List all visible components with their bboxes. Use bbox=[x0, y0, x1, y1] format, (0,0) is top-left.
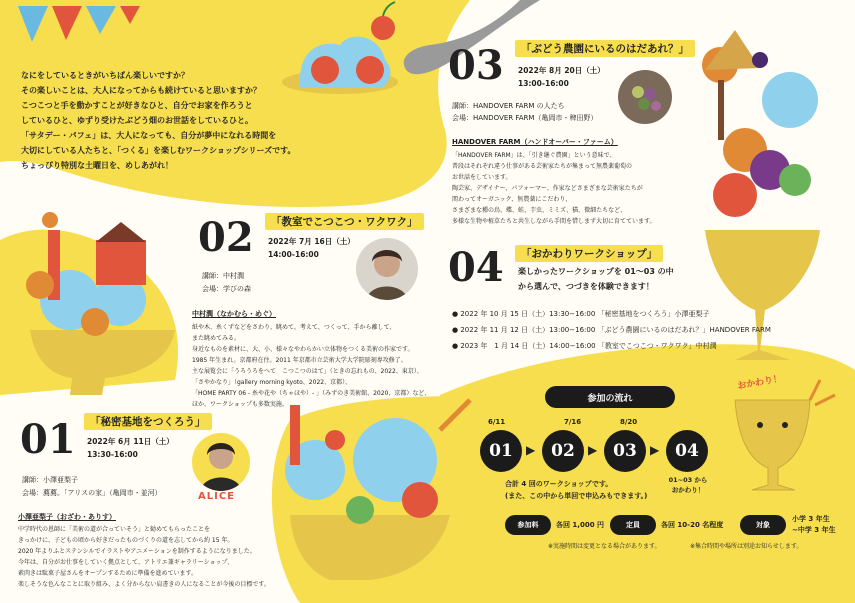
note-line: おかわり！ bbox=[671, 486, 705, 494]
ws03-venue: 会場：HANDOVER FARM（亀岡市・稗田野） bbox=[452, 114, 598, 122]
ws01-instructor-photo bbox=[192, 433, 250, 491]
bio-line: また眺めてみる。 bbox=[192, 335, 241, 342]
session-item: ● 2022 年 11 月 12 日（土）13:00−16:00 「ぶどう農園にいるのはだあれ？」HANDOVER FARM bbox=[452, 326, 771, 334]
bio-line: 陶芸家、デザイナー、パフォーマー、作家などさまざまな芸術家たちが bbox=[452, 185, 643, 192]
bio-line: 普段はそれぞれ違う仕事がある芸術家たちが集まって無農薬葡萄の bbox=[452, 163, 633, 170]
bio-line: 「HANDOVER FARM」は、「引き継ぐ農園」という意味で、 bbox=[452, 152, 616, 159]
ws01-title: 「秘密基地をつくろう」 bbox=[84, 413, 212, 430]
bio-line: 楽しそうな色んなことに取り組み、よく分からない肩書きの人になることが今後の目標です。 bbox=[18, 581, 270, 588]
parfait-illustration-icon bbox=[300, 20, 400, 100]
flow-step-04: 04 bbox=[666, 430, 708, 472]
session-item: ● 2022 年 10 月 15 日（土）13:30−16:00 「秘密基地をつくろう」小澤亜梨子 bbox=[452, 310, 710, 318]
bio-line: 素肉きは駄菓子屋さんをオープンするために準備を進めています。 bbox=[18, 570, 197, 577]
bio-line: 2020 年よりふとステンシルでイラストやアニメーションを制作するようになりました。 bbox=[18, 548, 256, 555]
bio-line: きっかけに、子どもの頃から好きだったものづくりの道を志してから約 15 年。 bbox=[18, 537, 234, 544]
flow-date-2: 7/16 bbox=[564, 418, 582, 426]
ws02-date: 2022年 7月 16日（土） bbox=[268, 237, 355, 246]
ws04-sessions bbox=[452, 306, 771, 354]
arrow-right-icon: ▶ bbox=[526, 443, 536, 457]
ws01-time: 13:30-16:00 bbox=[87, 450, 138, 459]
bio-line: 今年は、自分がお仕事をしていく拠点として、アトリエ兼ギャラリーショップ、 bbox=[18, 559, 234, 566]
bio-line: 身近なものを素材に、大、小、様々なやわらかい立体物をつくる美術の作家です。 bbox=[192, 346, 414, 353]
bio-line: さまざまな種の鳥、蝶、蛙、芋虫、ミミズ、猫、微細たちなど、 bbox=[452, 207, 627, 214]
ws01-venue: 会場：薦薦。「アリスの家」（亀岡市・並河） bbox=[22, 489, 162, 497]
flow-step-02: 02 bbox=[542, 430, 584, 472]
ws03-instructor: 講師：HANDOVER FARM の人たち bbox=[452, 102, 565, 110]
ws02-title: 「教室でこつこつ・ワクワク」 bbox=[265, 213, 424, 230]
target-line: 小学 3 年生 bbox=[792, 515, 830, 523]
ws01-photo-label: ALICE bbox=[198, 491, 236, 502]
ws01-instructor: 講師：小澤亜梨子 bbox=[22, 476, 78, 484]
ws01-bio-heading: 小澤亜梨子（おざわ・ありす） bbox=[18, 513, 116, 521]
ws02-instructor-photo bbox=[356, 238, 418, 300]
summary-line: 合計 4 回のワークショップです。 bbox=[505, 480, 613, 488]
ws04-title: 「おかわりワークショップ」 bbox=[515, 245, 663, 262]
ws01-bio bbox=[18, 524, 270, 590]
bio-line: 紙や木、糸くずなどをさわり、眺めて、考えて、つくって、手から離して、 bbox=[192, 324, 396, 331]
flow-date-1: 6/11 bbox=[488, 418, 506, 426]
flow-summary bbox=[505, 478, 647, 502]
bio-line: 関わってオーガニック、無農薬にこだわり、 bbox=[452, 196, 572, 203]
flow-date-3: 8/20 bbox=[620, 418, 638, 426]
castle-parfait-illustration-icon bbox=[10, 200, 185, 400]
ws02-bio-heading: 中村潤（なかむら・めぐ） bbox=[192, 310, 276, 318]
target-label: 対象 bbox=[740, 515, 786, 535]
okawari-badge: おかわり！ bbox=[736, 374, 783, 392]
note-meeting: ※集合時間や場所は別途お知らせします。 bbox=[690, 543, 803, 550]
lead-line: 楽しかったワークショップを 01～03 の中 bbox=[518, 267, 674, 276]
bio-line: 1985 年生まれ。京都府在住。2011 年京都市立芸術大学大学院彫刻専攻修了。 bbox=[192, 357, 407, 364]
arrow-right-icon: ▶ bbox=[650, 443, 660, 457]
ws04-lead bbox=[518, 264, 674, 294]
ws02-venue: 会場：学びの森 bbox=[202, 285, 251, 293]
target-value bbox=[792, 514, 836, 536]
intro-line: 「サタデー・パフェ」は、大人になっても、自分が夢中になれる時間を bbox=[21, 131, 277, 140]
bio-line: 中学時代の恩師に「美術の道が合っていそう」と勧めてもらったことを bbox=[18, 526, 211, 533]
flow-step-03: 03 bbox=[604, 430, 646, 472]
ws01-date: 2022年 6月 11日（土） bbox=[87, 437, 174, 446]
bio-line: お世話をしています。 bbox=[452, 174, 512, 181]
bio-line: 「さやかなり」（gallery morning kyoto、2022、京都）、 bbox=[192, 379, 352, 386]
bio-line: ほか、ワークショップも多数実施。 bbox=[192, 401, 288, 408]
capacity-value: 各回 10-20 名程度 bbox=[661, 521, 724, 529]
bio-line: 多様な生物や植草たちと共生しながら手間を惜しまず大切に育てています。 bbox=[452, 218, 656, 225]
intro-line: その楽しいことは、大人になってからも続けていると思いますか？ bbox=[21, 86, 261, 95]
bio-line: 「HOME PARTY 06 - 糸や花や（ちゃほや）- 」（みずのき美術館、2020、京都）など、 bbox=[192, 390, 431, 397]
ws02-number: 02 bbox=[198, 214, 254, 261]
intro-text bbox=[21, 68, 295, 173]
intro-line: ちょっぴり特別な土曜日を、めしあがれ！ bbox=[21, 161, 173, 170]
ws01-number: 01 bbox=[20, 416, 76, 463]
intro-line: なにをしているときがいちばん楽しいですか？ bbox=[21, 71, 189, 80]
lead-line: から選んで、つづきを体験できます！ bbox=[518, 282, 654, 291]
summary-line: (また、この中から単回で申込みもできます。) bbox=[505, 492, 648, 500]
intro-line: しているひと、ゆずり受けたぶどう畑のお世話をしているひと。 bbox=[21, 116, 253, 125]
note-time: ※実施時間は変更となる場合があります。 bbox=[548, 543, 661, 550]
bio-line: 主な展覧会に「うろうろをへて こつこつのはて」（ときの忘れもの、2022、東京）、 bbox=[192, 368, 423, 375]
ws03-bio-heading: HANDOVER FARM（ハンドオーバー・ファーム） bbox=[452, 138, 618, 146]
flow-step-01: 01 bbox=[480, 430, 522, 472]
intro-line: 大切にしている人たちと、「つくる」を楽しむワークショップシリーズです。 bbox=[21, 146, 296, 155]
ws03-number: 03 bbox=[448, 42, 504, 89]
ws04-number: 04 bbox=[448, 244, 504, 291]
fee-value: 各回 1,000 円 bbox=[556, 521, 605, 529]
monster-parfait-illustration-icon bbox=[280, 400, 470, 585]
capacity-label: 定員 bbox=[610, 515, 656, 535]
flow-heading: 参加の流れ bbox=[545, 386, 675, 408]
target-line: ~中学 3 年生 bbox=[792, 526, 836, 534]
arrow-right-icon: ▶ bbox=[588, 443, 598, 457]
ws02-time: 14:00-16:00 bbox=[268, 250, 319, 259]
note-line: 01~03 から bbox=[668, 476, 708, 484]
session-item: ● 2023 年 1 月 14 日（土）14:00−16:00 「教室でこつこつ・ワクワク」中村潤 bbox=[452, 342, 717, 350]
grapes-photo bbox=[618, 70, 672, 124]
ws03-time: 13:00-16:00 bbox=[518, 79, 569, 88]
ws02-instructor: 講師：中村潤 bbox=[202, 272, 244, 280]
ws03-bio bbox=[452, 150, 656, 227]
flow-okawari-note bbox=[664, 475, 712, 495]
ws03-title: 「ぶどう農園にいるのはだあれ？」 bbox=[515, 40, 695, 57]
intro-line: こつこつと手を動かすことが好きなひと、自分でお家を作ろうと bbox=[21, 101, 253, 110]
ws03-date: 2022年 8月 20日（土） bbox=[518, 66, 605, 75]
fee-label: 参加料 bbox=[505, 515, 551, 535]
ws02-bio bbox=[192, 322, 430, 410]
